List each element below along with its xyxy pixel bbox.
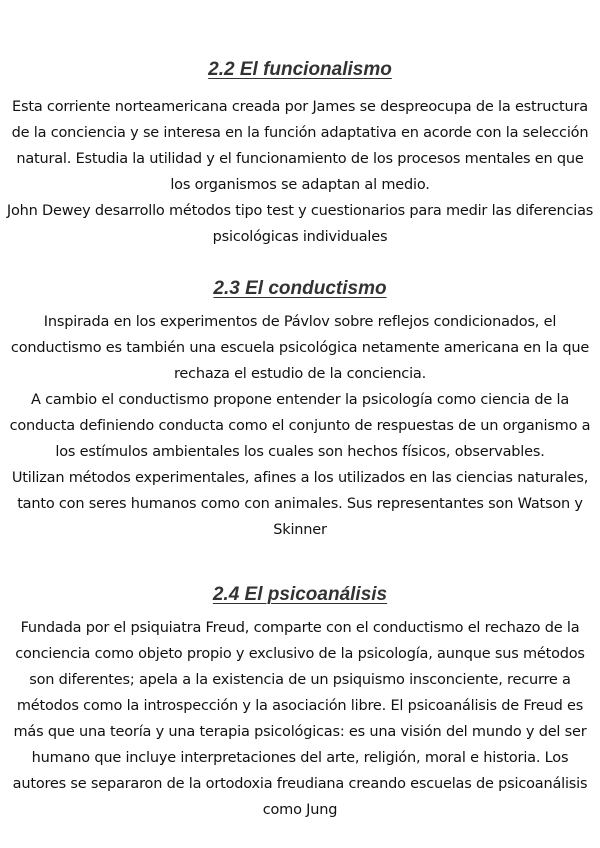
section-conductismo <box>0 277 600 543</box>
section-heading: 2.3 El conductismo <box>213 278 387 299</box>
paragraph: Esta corriente norteamericana creada por James se despreocupa de la estructura de la conciencia y se interesa en la función adaptativa en acorde con la selección natural. Estudia la utilidad y el funcionamiento de los procesos mentales en que los organismos se adaptan al medio. <box>11 99 589 193</box>
paragraph: John Dewey desarrollo métodos tipo test y cuestionarios para medir las diferencias psicológicas individuales <box>6 203 594 245</box>
paragraph: Fundada por el psiquiatra Freud, comparte con el conductismo el rechazo de la conciencia como objeto propio y exclusivo de la psicología, aunque sus métodos son diferentes; apela a la existencia de un psiquismo insconciente, recurre a métodos como la introspección y la asociación libre. El psicoanálisis de Freud es más que una teoría y una terapia psicológicas: es una visión del mundo y del ser humano que incluye interpretaciones del arte, religión, moral e historia. Los autores se separaron de la ortodoxia freudiana creando escuelas de psicoanálisis como Jung <box>12 620 588 818</box>
paragraph: Inspirada en los experimentos de Pávlov sobre reflejos condicionados, el conductismo es también una escuela psicológica netamente americana en la que rechaza el estudio de la conciencia. <box>10 314 590 382</box>
section-heading: 2.4 El psicoanálisis <box>212 584 388 605</box>
section-heading: 2.2 El funcionalismo <box>208 59 392 80</box>
paragraph: Utilizan métodos experimentales, afines a los utilizados en las ciencias naturales, tanto con seres humanos como con animales. Sus representantes son Watson y Skinner <box>11 470 589 538</box>
paragraph: A cambio el conductismo propone entender la psicología como ciencia de la conducta definiendo conducta como el conjunto de respuestas de un organismo a los estímulos ambientales los cuales son hechos físicos, observables. <box>9 392 591 460</box>
section-funcionalismo <box>0 58 600 250</box>
section-psicoanalisis <box>0 583 600 823</box>
